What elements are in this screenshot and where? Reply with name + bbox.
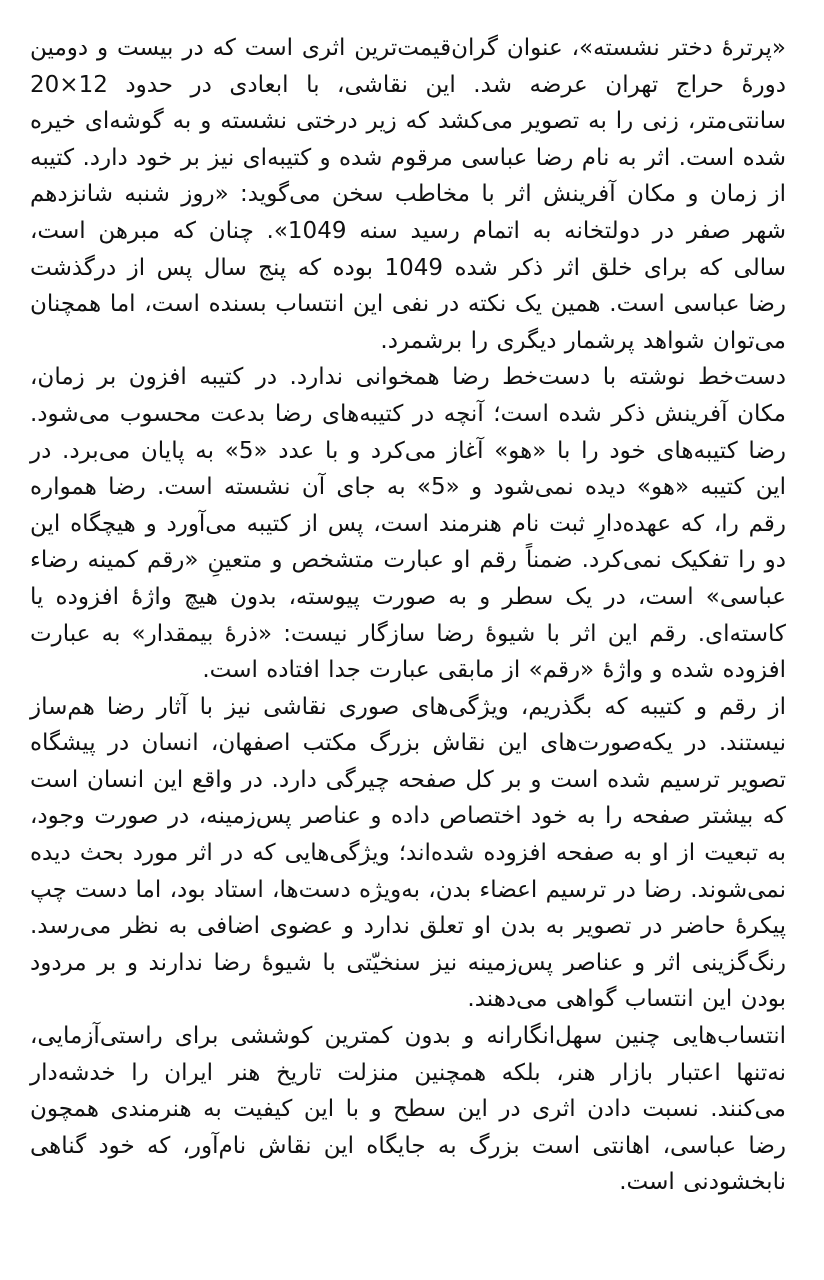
article-paragraph-3: از رقم و کتیبه که بگذریم، ویژگی‌های صوری نقاشی نیز با آثار رضا هم‌ساز نیستند. در یکه‌صورت‌های این نقاش بزرگ مکتب اصفهان، انسان در پیشگاه تصویر ترسیم شده است و بر کل صفحه چیرگی دارد. در واقع این انسان است که بیشتر صفحه را به خود اختصاص داده و عناصر پس‌زمینه، در صورت وجود، به تبعیت از او به صفحه افزوده شده‌اند؛ ویژگی‌هایی که در اثر مورد بحث دیده نمی‌شوند. رضا در ترسیم اعضاء بدن، به‌ویژه دست‌ها، استاد بود، اما دست چپ پیکرهٔ حاضر در تصویر به بدن او تعلق ندارد و عضوی اضافی به نظر می‌رسد. رنگ‌گزینی اثر و عناصر پس‌زمینه نیز سنخیّتی با شیوهٔ رضا ندارند و بر مردود بودن این انتساب گواهی می‌دهند. [30,693,786,1013]
article-paragraph-1: «پرترهٔ دختر نشسته»، عنوان گران‌قیمت‌ترین اثری است که در بیست و دومین دورهٔ حراج تهران عرضه شد. این نقاشی، با ابعادی در حدود 12×20 سانتی‌متر، زنی را به تصویر می‌کشد که زیر درختی نشسته و به گوشه‌ای خیره شده است. اثر به نام رضا عباسی مرقوم شده و کتیبه‌ای نیز بر خود دارد. کتیبه از زمان و مکان آفرینش اثر با مخاطب سخن می‌گوید: «روز شنبه شانزدهم شهر صفر در دولتخانه به اتمام رسید سنه 1049». چنان که مبرهن است، سالی که برای خلق اثر ذکر شده 1049 بوده که پنج سال پس از درگذشت رضا عباسی است. همین یک نکته در نفی این انتساب بسنده است، اما همچنان می‌توان شواهد پرشمار دیگری را برشمرد. [30,35,786,354]
article-paragraph-2: دست‌خط نوشته با دست‌خط رضا همخوانی ندارد. در کتیبه افزون بر زمان، مکان آفرینش ذکر شده است؛ آنچه در کتیبه‌های رضا بدعت محسوب می‌شود. رضا کتیبه‌های خود را با «هو» آغاز می‌کرد و با عدد «5» به پایان می‌برد. در این کتیبه «هو» دیده نمی‌شود و «5» به جای آن نشسته است. رضا همواره رقم را، که عهده‌دارِ ثبت نام هنرمند است، پس از کتیبه می‌آورد و هیچگاه این دو را تفکیک نمی‌کرد. ضمناً رقم او عبارت متشخص و متعینِ «رقم کمینه رضاء عباسی» است، در یک سطر و به صورت پیوسته، بدون هیچ واژهٔ افزوده یا کاسته‌ای. رقم این اثر با شیوهٔ رضا سازگار نیست: «ذرهٔ بیمقدار» به عبارت افزوده شده و واژهٔ «رقم» از مابقی عبارت جدا افتاده است. [30,364,786,684]
article-paragraph-4: انتساب‌هایی چنین سهل‌انگارانه و بدون کمترین کوششی برای راستی‌آزمایی، نه‌تنها اعتبار بازار هنر، بلکه همچنین منزلت تاریخ هنر ایران را خدشه‌دار می‌کنند. نسبت دادن اثری در این سطح و با این کیفیت به هنرمندی همچون رضا عباسی، اهانتی است بزرگ به جایگاه این نقاش نام‌آور، که خود گناهی نابخشودنی است. [30,1023,786,1196]
